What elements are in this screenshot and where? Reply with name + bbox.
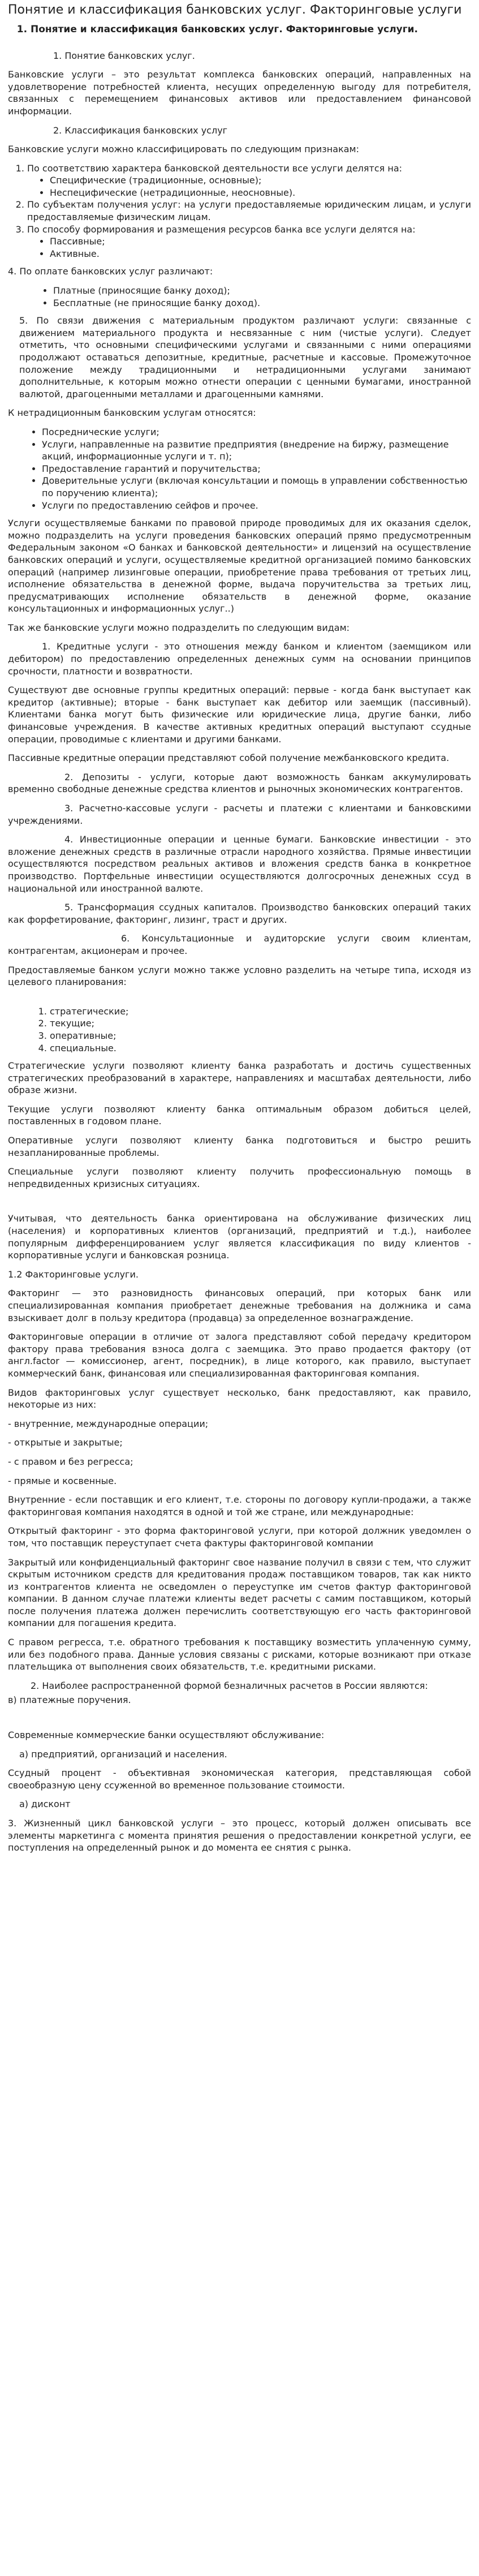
paragraph: Ссудный процент - объективная экономическая категория, представляющая собой своеобразную цену ссуженной во временное пользование стоимости. bbox=[8, 1767, 471, 1791]
list-item bbox=[27, 162, 471, 199]
paragraph: - внутренние, международные операции; bbox=[8, 1418, 209, 1429]
paragraph: в) платежные поручения. bbox=[8, 1695, 131, 1706]
list-item: • Активные. bbox=[50, 248, 471, 260]
paragraph: Видов факторинговых услуг существует несколько, банк предоставляют, как правило, некоторые из них: bbox=[8, 1387, 471, 1410]
paragraph: 5. Трансформация ссудных капиталов. Производство банковских операций таких как форфетирование, факторинг, лизинг, траст и других. bbox=[8, 902, 471, 925]
paragraph: Специальные услуги позволяют клиенту получить профессиональную помощь в непредвиденных кризисных ситуациях. bbox=[8, 1166, 471, 1189]
paragraph: Оперативные услуги позволяют клиенту банка подготовиться и быстро решить незапланированные проблемы. bbox=[8, 1135, 471, 1158]
list-item bbox=[27, 223, 471, 260]
paragraph: К нетрадиционным банковским услугам относятся: bbox=[8, 407, 256, 419]
list-item: 3. оперативные; bbox=[50, 1030, 471, 1042]
list-item: • Посреднические услуги; bbox=[42, 426, 471, 438]
section-heading-list bbox=[8, 23, 471, 36]
list-item: • Неспецифические (нетрадиционные, неосновные). bbox=[50, 187, 471, 199]
section-heading: 1. Понятие и классификация банковских услуг. Факторинговые услуги. bbox=[31, 23, 471, 36]
list-item-text: По способу формирования и размещения ресурсов банка все услуги делятся на: bbox=[27, 223, 416, 235]
service-types-list bbox=[8, 1005, 471, 1054]
list-item: 4. специальные. bbox=[50, 1042, 471, 1055]
paragraph: - открытые и закрытые; bbox=[8, 1437, 123, 1448]
paragraph: 5. По связи движения с материальным продуктом различают услуги: связанные с движением материального продукта и несвязанные с ним (чистые услуги). Следует отметить, что основными специфическими услугами и связанными с ними операциями продолжают оставаться депозитные, кредитные, расчетные и кассовые. Промежуточное положение между традиционными и нетрадиционными услугами занимают дополнительные, к которым можно отнести операции с ценными бумагами, иностранной валютой, драгоценными металлами и драгоценными камнями. bbox=[19, 315, 471, 399]
sublist bbox=[27, 174, 471, 199]
paragraph: Внутренние - если поставщик и его клиент, т.е. стороны по договору купли-продажи, а также факторинговая компания находятся в одной и той же стране, или международные: bbox=[8, 1494, 471, 1517]
paragraph: Современные коммерческие банки осуществляют обслуживание: bbox=[8, 1730, 325, 1741]
paragraph: - прямые и косвенные. bbox=[8, 1475, 117, 1486]
list-item: 1. стратегические; bbox=[50, 1005, 471, 1018]
list-item: • Специфические (традиционные, основные); bbox=[50, 174, 471, 187]
paragraph: - с правом и без регресса; bbox=[8, 1456, 133, 1467]
paragraph: Услуги осуществляемые банками по правовой природе проводимых для их оказания сделок, можно подразделить на услуги проведения банковских операций прямо предусмотренным Федеральным законом «О банках и банковской деятельности» и лицензий на осуществление банковских операций и услуги, осуществляемые кредитной организацией помимо банковских операций (например лизинговые операции, приобретение права требования от третьих лиц, исполнение обязательства в денежной форме, выдача поручительства за третьих лиц, предусматривающих исполнение обязательств в денежной форме, оказание консультационных и информационных услуг..) bbox=[8, 518, 471, 614]
paragraph: Стратегические услуги позволяют клиенту банка разработать и достичь существенных стратегических преобразований в характере, направлениях и масштабах деятельности, либо образе жизни. bbox=[8, 1060, 471, 1096]
paragraph: 3. Расчетно-кассовые услуги - расчеты и платежи с клиентами и банковскими учреждениями. bbox=[8, 803, 471, 826]
article bbox=[0, 2, 479, 1874]
payment-intro: 4. По оплате банковских услуг различают: bbox=[8, 266, 213, 277]
paragraph: 2. Депозиты - услуги, которые дают возможность банкам аккумулировать временно свободные денежные средства клиентов и рыночных экономических контрагентов. bbox=[8, 771, 471, 795]
list-item: • Пассивные; bbox=[50, 235, 471, 248]
nontraditional-list bbox=[8, 426, 471, 511]
paragraph: Учитывая, что деятельность банка ориентирована на обслуживание физических лиц (населения) и корпоративных клиентов (организаций, предприятий и т.д.), наиболее популярным дифференцированием услуг является классификация по виду клиентов - корпоративные услуги и банковская розница. bbox=[8, 1213, 471, 1261]
paragraph: 4. Инвестиционные операции и ценные бумаги. Банковские инвестиции - это вложение денежных средств в различные отрасли народного хозяйства. Прямые инвестиции осуществляются посредством реальных активов и вложения средств банка в конкретное производство. Портфельные инвестиции осуществляются долгосрочных денежных ссуд в национальной или иностранной валюте. bbox=[8, 834, 471, 894]
subheading-concept: 1. Понятие банковских услуг. bbox=[53, 50, 195, 61]
paragraph: Текущие услуги позволяют клиенту банка оптимальным образом добиться целей, поставленных в годовом плане. bbox=[8, 1103, 471, 1127]
list-item: 2. текущие; bbox=[50, 1017, 471, 1030]
paragraph: Так же банковские услуги можно подразделить по следующим видам: bbox=[8, 622, 350, 633]
list-item: • Предоставление гарантий и поручительства; bbox=[42, 463, 471, 475]
paragraph: 6. Консультационные и аудиторские услуги своим клиентам, контрагентам, акционерам и прочее. bbox=[8, 933, 471, 956]
paragraph: С правом регресса, т.е. обратного требования к поставщику возместить уплаченную сумму, или без подобного права. Данные условия связаны с рисками, которые возникают при отказе плательщика от выполнения своих обязательств, т.е. кредитными рисками. bbox=[8, 1637, 471, 1672]
list-item-text: По соответствию характера банковской деятельности все услуги делятся на: bbox=[27, 162, 403, 174]
page-title: Понятие и классификация банковских услуг. Факторинговые услуги bbox=[8, 3, 462, 17]
sublist bbox=[27, 235, 471, 260]
list-item: • Услуги, направленные на развитие предприятия (внедрение на биржу, размещение акций, информационные услуги и т. п); bbox=[42, 438, 471, 463]
paragraph: Факторинговые операции в отличие от залога представляют собой передачу кредитором фактору права требования взноса долга с заемщика. Это право продается фактору (от англ.factor — комиссионер, агент, посредник), в лице которого, как правило, выступает коммерческий банк, финансовая или специализированная факторинговая компания. bbox=[8, 1331, 471, 1379]
classification-intro: Банковские услуги можно классифицировать по следующим признакам: bbox=[8, 144, 359, 155]
paragraph: 1. Кредитные услуги - это отношения между банком и клиентом (заемщиком или дебитором) по предоставлению определенных денежных сумм на основании принципов срочности, платности и возвратности. bbox=[8, 641, 471, 677]
paragraph: а) предприятий, организаций и населения. bbox=[19, 1748, 227, 1760]
paragraph: а) дисконт bbox=[19, 1799, 71, 1810]
paragraph: Предоставляемые банком услуги можно также условно разделить на четыре типа, исходя из целевого планирования: bbox=[8, 964, 471, 988]
paragraph: Открытый факторинг - это форма факторинговой услуги, при которой должник уведомлен о том, что поставщик переуступает счета фактуры факторинговой компании bbox=[8, 1525, 471, 1549]
paragraph: Закрытый или конфиденциальный факторинг свое название получил в связи с тем, что служит скрытым источником средств для кредитования продаж поставщиком товаров, так как никто из контрагентов клиента не осведомлен о переуступке им счетов фактур факторинговой компании. В данном случае платежи клиенты ведет расчеты с самим поставщиком, который после получения платежа должен перечислить соответствующую его часть факторинговой компании для погашения кредита. bbox=[8, 1556, 471, 1629]
paragraph: 2. Наиболее распространенной формой безналичных расчетов в России являются: bbox=[31, 1680, 428, 1691]
paragraph: Существуют две основные группы кредитных операций: первые - когда банк выступает как кредитор (активные); вторые - банк выступает как дебитор или заемщик (пассивный). Клиентами банка могут быть физические или юридические лица, другие банки, либо финансовые учреждения. В качестве активных кредитных операций выступают ссудные операции, проводимые с клиентами и другими банками. bbox=[8, 685, 471, 745]
paragraph: 3. Жизненный цикл банковской услуги – это процесс, который должен описывать все элементы маркетинга с момента принятия решения о предоставлении конкретной услуги, ее поступления на определенный рынок и до момента ее снятия с рынка. bbox=[8, 1818, 471, 1853]
classification-list bbox=[8, 162, 471, 260]
list-item: • Услуги по предоставлению сейфов и прочее. bbox=[42, 500, 471, 512]
list-item: 2. По субъектам получения услуг: на услуги предоставляемые юридическим лицам, и услуги предоставляемые физическим лицам. bbox=[27, 199, 471, 223]
definition-paragraph: Банковские услуги – это результат комплекса банковских операций, направленных на удовлетворение потребностей клиента, несущих определенную выгоду для потребителя, связанных с перемещением финансовых активов или предоставлением финансовой информации. bbox=[8, 69, 471, 117]
paragraph: Факторинг — это разновидность финансовых операций, при которых банк или специализированная компания приобретает денежные требования на должника и сама взыскивает долг в пользу кредитора (продавца) за определенное вознаграждение. bbox=[8, 1288, 471, 1323]
subheading-classification: 2. Классификация банковских услуг bbox=[53, 124, 228, 136]
list-item: • Доверительные услуги (включая консультации и помощь в управлении собственностью по поручению клиента); bbox=[42, 475, 471, 499]
paragraph: Пассивные кредитные операции представляют собой получение межбанковского кредита. bbox=[8, 752, 450, 764]
list-item: • Платные (приносящие банку доход); bbox=[53, 285, 471, 297]
payment-list bbox=[8, 285, 471, 309]
subheading-factoring: 1.2 Факторинговые услуги. bbox=[8, 1268, 139, 1280]
list-item: • Бесплатные (не приносящие банку доход). bbox=[53, 297, 471, 309]
